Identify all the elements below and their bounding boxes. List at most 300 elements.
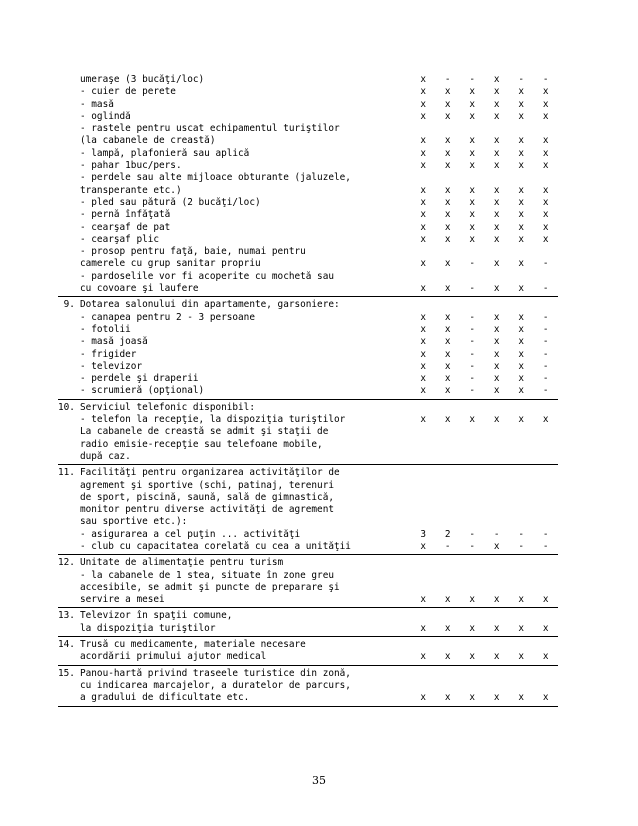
category-marks	[411, 234, 558, 246]
category-mark: -	[469, 311, 476, 323]
category-mark: x	[493, 348, 500, 360]
item-label: - scrumieră (opţional)	[80, 385, 205, 397]
table-row	[58, 582, 558, 594]
table-row	[58, 668, 558, 680]
category-mark: x	[420, 160, 427, 172]
item-text	[58, 123, 416, 135]
category-marks	[411, 185, 558, 197]
category-mark: x	[493, 233, 500, 245]
item-text	[58, 426, 416, 438]
item-text	[58, 692, 411, 704]
category-marks	[411, 541, 558, 553]
item-text	[58, 594, 411, 606]
table-row	[58, 467, 558, 479]
category-mark: x	[420, 135, 427, 147]
table-row	[58, 324, 558, 336]
item-label: camerele cu grup sanitar propriu	[80, 258, 261, 270]
category-mark: -	[469, 373, 476, 385]
category-mark: x	[493, 385, 500, 397]
category-mark: x	[420, 283, 427, 295]
category-mark: x	[469, 233, 476, 245]
category-mark: x	[420, 98, 427, 110]
category-mark: -	[542, 283, 549, 295]
table-row	[58, 623, 558, 635]
category-mark: x	[444, 373, 451, 385]
table-row	[58, 312, 558, 324]
category-mark: x	[444, 336, 451, 348]
table-row	[58, 74, 558, 86]
category-mark: x	[518, 360, 525, 372]
category-mark: x	[420, 323, 427, 335]
item-label: după caz.	[80, 450, 131, 462]
item-label: accesibile, se admit şi puncte de preparare şi	[80, 581, 340, 593]
item-label: - fotolii	[80, 323, 131, 335]
category-mark: x	[518, 221, 525, 233]
item-text	[58, 209, 411, 221]
table-row	[58, 336, 558, 348]
item-label: - pardoselile vor fi acoperite cu mochetă sau	[80, 270, 334, 282]
category-mark: x	[469, 184, 476, 196]
category-mark: -	[542, 74, 549, 85]
item-text	[58, 86, 411, 98]
item-text	[58, 349, 411, 361]
table-row	[58, 258, 558, 270]
category-mark: x	[518, 135, 525, 147]
category-mark: -	[542, 540, 549, 552]
item-label: Trusă cu medicamente, materiale necesare	[80, 639, 306, 651]
table-row	[58, 414, 558, 426]
table-row	[58, 197, 558, 209]
section-separator	[58, 554, 558, 555]
category-mark: -	[444, 74, 451, 85]
item-label: (la cabanele de creastă)	[80, 135, 216, 147]
category-mark: x	[493, 196, 500, 208]
item-number: 12.	[58, 557, 75, 569]
section-separator	[58, 665, 558, 666]
category-mark: x	[420, 385, 427, 397]
item-text	[58, 492, 416, 504]
item-text	[58, 385, 411, 397]
category-mark: x	[493, 283, 500, 295]
item-label: Serviciul telefonic disponibil:	[80, 401, 255, 413]
table-row	[58, 271, 558, 283]
category-mark: x	[518, 233, 525, 245]
item-label: - club cu capacitatea corelată cu cea a unităţii	[80, 540, 351, 552]
table-row	[58, 529, 558, 541]
item-text	[58, 570, 416, 582]
category-mark: x	[542, 110, 549, 122]
item-label: radio emisie-recepţie sau telefoane mobile,	[80, 438, 323, 450]
category-mark: x	[420, 336, 427, 348]
item-label: monitor pentru diverse activităţi de agrement	[80, 504, 334, 516]
section-separator	[58, 706, 558, 707]
table-row	[58, 610, 558, 622]
item-label: - perdele sau alte mijloace obturante (jaluzele,	[80, 172, 351, 184]
category-mark: x	[444, 160, 451, 172]
category-mark: x	[469, 622, 476, 634]
table-row	[58, 451, 558, 463]
item-label: cu covoare şi laufere	[80, 283, 199, 295]
category-mark: x	[518, 283, 525, 295]
item-label: - lampă, plafonieră sau aplică	[80, 147, 250, 159]
item-label: - cuier de perete	[80, 86, 176, 98]
item-label: a gradului de dificultate etc.	[80, 692, 250, 704]
category-marks	[411, 349, 558, 361]
category-mark: x	[493, 74, 500, 85]
table-row	[58, 172, 558, 184]
category-mark: x	[444, 110, 451, 122]
item-text	[58, 234, 411, 246]
item-text	[58, 361, 411, 373]
item-label: - frigider	[80, 348, 137, 360]
category-mark: x	[518, 323, 525, 335]
page-number: 35	[312, 774, 326, 787]
category-mark: x	[493, 160, 500, 172]
table-row	[58, 246, 558, 258]
item-label: - masă joasă	[80, 336, 148, 348]
category-marks	[411, 529, 558, 541]
item-text	[58, 148, 411, 160]
item-text	[58, 451, 416, 463]
category-mark: x	[420, 360, 427, 372]
category-mark: x	[493, 594, 500, 606]
category-mark: x	[518, 692, 525, 704]
category-mark: x	[420, 233, 427, 245]
category-mark: x	[420, 594, 427, 606]
category-mark: x	[444, 385, 451, 397]
item-text	[58, 172, 416, 184]
category-mark: x	[518, 594, 525, 606]
item-label: Panou-hartă privind traseele turistice din zonă,	[80, 667, 351, 679]
item-text	[58, 111, 411, 123]
category-mark: x	[518, 209, 525, 221]
category-marks	[411, 692, 558, 704]
category-mark: -	[542, 258, 549, 270]
category-mark: x	[444, 147, 451, 159]
category-marks	[411, 283, 558, 295]
category-mark: x	[444, 184, 451, 196]
category-mark: x	[420, 184, 427, 196]
item-text	[58, 651, 411, 663]
item-label: - cearşaf de pat	[80, 221, 171, 233]
category-mark: x	[444, 258, 451, 270]
category-mark: x	[444, 594, 451, 606]
table-row	[58, 222, 558, 234]
table-row	[58, 639, 558, 651]
item-heading	[58, 639, 394, 651]
item-label: Facilităţi pentru organizarea activităţilor de	[80, 467, 340, 479]
item-label: Unitate de alimentaţie pentru turism	[80, 557, 284, 569]
item-text	[58, 222, 411, 234]
item-number: 15.	[58, 667, 75, 679]
section-separator	[58, 464, 558, 465]
category-mark: x	[420, 196, 427, 208]
category-mark: -	[542, 311, 549, 323]
category-marks	[411, 651, 558, 663]
category-mark: x	[493, 414, 500, 426]
category-mark: x	[469, 196, 476, 208]
category-marks	[411, 373, 558, 385]
item-text	[58, 582, 416, 594]
category-mark: x	[518, 147, 525, 159]
category-marks	[411, 312, 558, 324]
category-mark: x	[518, 414, 525, 426]
category-mark: x	[493, 622, 500, 634]
category-mark: x	[542, 209, 549, 221]
item-number: 11.	[58, 467, 75, 479]
category-marks	[411, 135, 558, 147]
category-mark: x	[444, 414, 451, 426]
category-mark: x	[469, 414, 476, 426]
category-mark: -	[542, 323, 549, 335]
table-row	[58, 541, 558, 553]
item-text	[58, 258, 411, 270]
category-mark: x	[518, 86, 525, 98]
table-row	[58, 209, 558, 221]
requirements-table	[58, 74, 558, 709]
category-mark: x	[493, 110, 500, 122]
category-marks	[411, 197, 558, 209]
item-text	[58, 160, 411, 172]
category-mark: x	[420, 209, 427, 221]
item-heading	[58, 557, 394, 569]
item-heading	[58, 402, 394, 414]
category-mark: x	[542, 622, 549, 634]
item-label: - televizor	[80, 360, 143, 372]
item-label: - prosop pentru faţă, baie, numai pentru	[80, 246, 306, 258]
category-mark: x	[518, 258, 525, 270]
category-mark: x	[518, 373, 525, 385]
item-label: - pled sau pătură (2 bucăţi/loc)	[80, 196, 261, 208]
category-mark: x	[493, 692, 500, 704]
category-mark: x	[518, 348, 525, 360]
category-mark: x	[420, 311, 427, 323]
category-mark: -	[469, 283, 476, 295]
category-mark: x	[493, 651, 500, 663]
category-mark: x	[469, 135, 476, 147]
category-mark: x	[444, 209, 451, 221]
category-marks	[411, 361, 558, 373]
item-heading	[58, 467, 394, 479]
item-label: - pernă înfăţată	[80, 209, 171, 221]
item-text	[58, 271, 416, 283]
item-label: - cearşaf plic	[80, 233, 160, 245]
category-mark: x	[542, 233, 549, 245]
table-row	[58, 160, 558, 172]
category-mark: x	[420, 692, 427, 704]
item-text	[58, 336, 411, 348]
item-text	[58, 74, 411, 86]
category-mark: x	[420, 147, 427, 159]
category-mark: x	[420, 540, 427, 552]
category-mark: x	[420, 110, 427, 122]
category-mark: x	[542, 221, 549, 233]
item-text	[58, 135, 411, 147]
category-mark: x	[420, 651, 427, 663]
category-mark: -	[518, 528, 525, 540]
category-mark: -	[469, 348, 476, 360]
category-mark: x	[542, 196, 549, 208]
table-row	[58, 426, 558, 438]
category-mark: -	[542, 336, 549, 348]
category-marks	[411, 160, 558, 172]
category-mark: x	[444, 86, 451, 98]
category-mark: x	[420, 622, 427, 634]
item-heading	[58, 668, 394, 680]
category-mark: x	[469, 147, 476, 159]
category-mark: x	[444, 135, 451, 147]
category-marks	[411, 209, 558, 221]
category-mark: x	[493, 540, 500, 552]
table-row	[58, 385, 558, 397]
item-label: Televizor în spaţii comune,	[80, 610, 233, 622]
category-mark: x	[420, 221, 427, 233]
category-marks	[411, 258, 558, 270]
item-text	[58, 541, 411, 553]
item-text	[58, 197, 411, 209]
table-row	[58, 299, 558, 311]
category-mark: x	[420, 373, 427, 385]
item-text	[58, 504, 416, 516]
category-mark: x	[518, 651, 525, 663]
category-marks	[411, 336, 558, 348]
table-row	[58, 148, 558, 160]
category-mark: -	[542, 385, 549, 397]
category-mark: x	[469, 160, 476, 172]
category-mark: x	[469, 692, 476, 704]
item-label: - asigurarea a cel puţin ... activităţi	[80, 528, 301, 540]
category-mark: -	[469, 258, 476, 270]
item-label: umeraşe (3 bucăţi/loc)	[80, 74, 205, 85]
category-mark: x	[518, 98, 525, 110]
item-label: - pahar 1buc/pers.	[80, 160, 182, 172]
item-text	[58, 439, 416, 451]
table-row	[58, 234, 558, 246]
item-label: la dispoziţia turiştilor	[80, 622, 216, 634]
category-mark: x	[444, 692, 451, 704]
category-mark: -	[542, 528, 549, 540]
item-label: transperante etc.)	[80, 184, 182, 196]
item-text	[58, 516, 416, 528]
item-text	[58, 680, 416, 692]
item-heading	[58, 610, 394, 622]
item-text	[58, 283, 411, 295]
category-mark: x	[444, 360, 451, 372]
category-mark: -	[469, 528, 476, 540]
item-number: 9.	[58, 299, 75, 311]
item-label: - canapea pentru 2 - 3 persoane	[80, 311, 255, 323]
table-row	[58, 651, 558, 663]
category-mark: x	[542, 651, 549, 663]
category-mark: x	[469, 651, 476, 663]
category-mark: x	[493, 373, 500, 385]
category-marks	[411, 74, 558, 86]
table-row	[58, 86, 558, 98]
category-mark: x	[518, 196, 525, 208]
category-mark: x	[542, 86, 549, 98]
table-row	[58, 349, 558, 361]
category-mark: x	[518, 336, 525, 348]
category-mark: x	[444, 651, 451, 663]
category-mark: -	[493, 528, 500, 540]
category-mark: x	[542, 184, 549, 196]
item-number: 14.	[58, 639, 75, 651]
category-mark: x	[493, 98, 500, 110]
table-row	[58, 373, 558, 385]
table-row	[58, 439, 558, 451]
category-mark: x	[469, 209, 476, 221]
category-mark: x	[493, 135, 500, 147]
table-row	[58, 402, 558, 414]
table-row	[58, 557, 558, 569]
section-separator	[58, 399, 558, 400]
table-row	[58, 594, 558, 606]
item-label: - masă	[80, 98, 114, 110]
category-mark: x	[469, 98, 476, 110]
category-mark: x	[518, 110, 525, 122]
table-row	[58, 123, 558, 135]
category-mark: x	[542, 692, 549, 704]
item-label: La cabanele de creastă se admit şi staţii de	[80, 426, 329, 438]
item-label: sau sportive etc.):	[80, 516, 188, 528]
item-text	[58, 99, 411, 111]
category-marks	[411, 111, 558, 123]
category-mark: x	[518, 385, 525, 397]
category-mark: x	[542, 160, 549, 172]
item-label: - telefon la recepţie, la dispoziţia turiştilor	[80, 414, 346, 426]
item-label: - la cabanele de 1 stea, situate în zone greu	[80, 569, 334, 581]
item-label: de sport, piscină, saună, sală de gimnastică,	[80, 491, 334, 503]
category-mark: x	[469, 221, 476, 233]
item-label: cu indicarea marcajelor, a duratelor de parcurs,	[80, 679, 351, 691]
table-row	[58, 516, 558, 528]
category-mark: x	[542, 135, 549, 147]
category-mark: x	[518, 184, 525, 196]
section-separator	[58, 296, 558, 297]
category-mark: x	[444, 311, 451, 323]
category-marks	[411, 414, 558, 426]
category-mark: -	[469, 540, 476, 552]
item-text	[58, 414, 411, 426]
category-mark: x	[444, 98, 451, 110]
category-mark: x	[493, 336, 500, 348]
category-mark: x	[444, 323, 451, 335]
category-marks	[411, 623, 558, 635]
category-mark: x	[518, 311, 525, 323]
category-marks	[411, 385, 558, 397]
item-text	[58, 246, 416, 258]
category-mark: -	[469, 360, 476, 372]
category-mark: x	[518, 622, 525, 634]
category-mark: x	[542, 414, 549, 426]
category-mark: x	[493, 311, 500, 323]
category-marks	[411, 86, 558, 98]
table-row	[58, 283, 558, 295]
category-mark: x	[493, 323, 500, 335]
item-text	[58, 529, 411, 541]
category-mark: -	[469, 74, 476, 85]
category-mark: x	[469, 110, 476, 122]
category-mark: -	[518, 540, 525, 552]
category-mark: x	[444, 622, 451, 634]
table-row	[58, 492, 558, 504]
item-text	[58, 480, 416, 492]
item-label: - perdele şi draperii	[80, 373, 199, 385]
category-mark: x	[493, 258, 500, 270]
item-label: servire a mesei	[80, 594, 165, 606]
table-row	[58, 570, 558, 582]
category-mark: x	[542, 147, 549, 159]
